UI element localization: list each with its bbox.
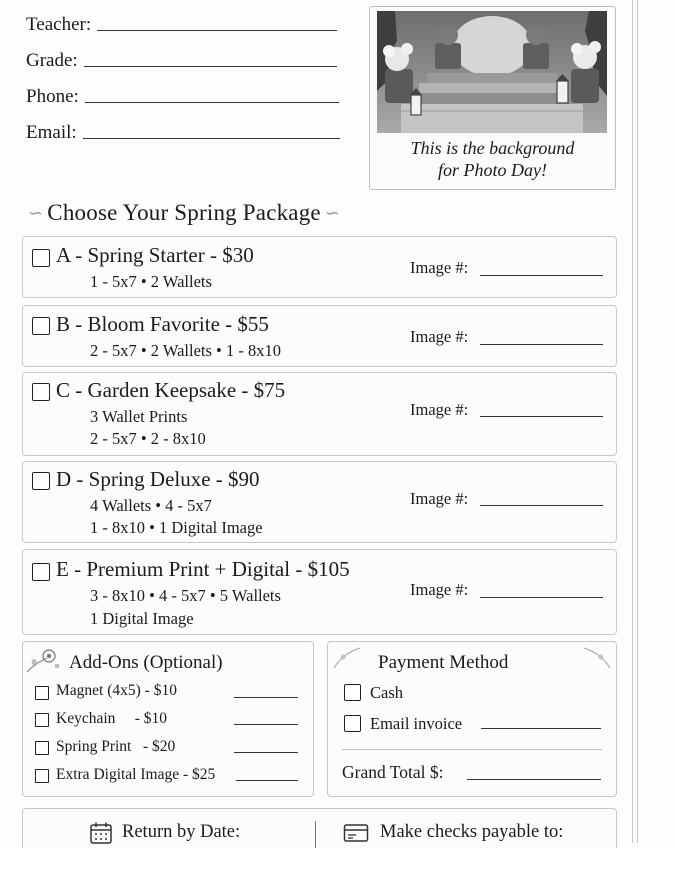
addons-title: Add-Ons (Optional) (69, 652, 223, 673)
package-e-checkbox[interactable] (32, 563, 50, 581)
payment-title: Payment Method (378, 652, 509, 673)
package-a-title: A - Spring Starter - $30 (56, 243, 254, 267)
teacher-label: Teacher: (26, 14, 92, 35)
payment-divider (342, 749, 602, 750)
payment-cash-checkbox[interactable] (344, 684, 361, 701)
email-field[interactable] (26, 116, 340, 144)
package-a-checkbox[interactable] (32, 249, 50, 267)
email-line[interactable] (83, 138, 340, 139)
package-c-card (22, 372, 617, 456)
package-c-checkbox[interactable] (32, 383, 50, 401)
package-d-image-label: Image #: (410, 489, 469, 508)
grand-total-line[interactable] (467, 779, 601, 780)
phone-field[interactable] (26, 80, 339, 108)
payment-email-invoice-label: Email invoice (370, 714, 463, 733)
package-b-card (22, 305, 617, 367)
footer-separator (315, 821, 316, 851)
package-d-detail-1: 4 Wallets • 4 - 5x7 (90, 496, 212, 515)
addon-keychain-line[interactable] (234, 724, 298, 725)
package-c-title: C - Garden Keepsake - $75 (56, 378, 286, 402)
addon-spring-print-checkbox[interactable] (35, 741, 49, 755)
grade-field[interactable] (26, 44, 337, 72)
package-e-image-label: Image #: (410, 580, 469, 599)
addon-keychain-label: Keychain - $10 (56, 710, 168, 727)
package-section-title: Choose Your Spring Package (47, 200, 321, 225)
package-b-image-label: Image #: (410, 327, 469, 346)
addon-magnet-label: Magnet (4x5) - $10 (56, 682, 177, 699)
payment-cash-label: Cash (370, 683, 403, 702)
package-d-image-line[interactable] (480, 505, 603, 506)
email-label: Email: (26, 122, 77, 143)
phone-line[interactable] (85, 102, 339, 103)
package-b-image-line[interactable] (480, 344, 603, 345)
addon-spring-print-line[interactable] (234, 752, 298, 753)
garden-steps-photo (377, 11, 607, 133)
grade-line[interactable] (84, 66, 337, 67)
background-preview-box (369, 6, 616, 190)
calendar-icon (89, 821, 113, 845)
payment-email-invoice-checkbox[interactable] (344, 715, 361, 732)
package-b-detail: 2 - 5x7 • 2 Wallets • 1 - 8x10 (90, 341, 281, 360)
photo-caption-line2: for Photo Day! (438, 160, 547, 180)
right-leaf-ornament-icon (582, 644, 612, 670)
package-a-image-line[interactable] (480, 275, 603, 276)
package-section-heading (24, 197, 344, 229)
package-c-detail-1: 3 Wallet Prints (90, 407, 188, 426)
return-by-date-label: Return by Date: (122, 822, 241, 842)
addon-extra-digital-checkbox[interactable] (35, 769, 49, 783)
package-b-title: B - Bloom Favorite - $55 (56, 312, 269, 336)
package-d-card (22, 461, 617, 543)
package-a-detail: 1 - 5x7 • 2 Wallets (90, 272, 212, 291)
left-leaf-ornament-icon (332, 644, 362, 670)
addons-box (22, 641, 314, 797)
package-c-image-line[interactable] (480, 416, 603, 417)
grade-label: Grade: (26, 50, 78, 71)
left-swirl-icon: ∽ (28, 202, 44, 223)
package-e-card (22, 549, 617, 635)
teacher-field[interactable] (26, 8, 337, 36)
check-payment-icon (343, 823, 369, 843)
package-b-checkbox[interactable] (32, 317, 50, 335)
package-d-checkbox[interactable] (32, 472, 50, 490)
grand-total-label: Grand Total $: (342, 762, 444, 782)
addon-extra-digital-line[interactable] (236, 780, 298, 781)
flower-ornament-icon (25, 644, 65, 676)
photo-caption-line1: This is the background (410, 138, 575, 158)
addon-keychain-checkbox[interactable] (35, 713, 49, 727)
package-e-detail-1: 3 - 8x10 • 4 - 5x7 • 5 Wallets (90, 586, 281, 605)
addon-extra-digital-label: Extra Digital Image - $25 (56, 766, 216, 783)
phone-label: Phone: (26, 86, 79, 107)
package-e-image-line[interactable] (480, 597, 603, 598)
right-swirl-icon: ∽ (324, 202, 341, 223)
payment-email-invoice-line[interactable] (481, 728, 601, 729)
page-edge-line (632, 0, 633, 843)
addon-spring-print-label: Spring Print - $20 (56, 738, 176, 755)
package-e-detail-2: 1 Digital Image (90, 609, 194, 628)
package-a-card (22, 236, 617, 298)
addon-magnet-checkbox[interactable] (35, 686, 49, 700)
package-c-image-label: Image #: (410, 400, 469, 419)
page-bottom-margin (0, 848, 675, 883)
package-c-detail-2: 2 - 5x7 • 2 - 8x10 (90, 429, 206, 448)
package-d-detail-2: 1 - 8x10 • 1 Digital Image (90, 518, 263, 537)
package-e-title: E - Premium Print + Digital - $105 (56, 557, 350, 581)
teacher-line[interactable] (97, 30, 337, 31)
addon-magnet-line[interactable] (234, 697, 298, 698)
payment-box (327, 641, 617, 797)
package-d-title: D - Spring Deluxe - $90 (56, 467, 260, 491)
checks-payable-label: Make checks payable to: (380, 822, 564, 842)
page-edge-line (637, 0, 638, 843)
package-a-image-label: Image #: (410, 258, 469, 277)
photo-caption (370, 137, 615, 181)
